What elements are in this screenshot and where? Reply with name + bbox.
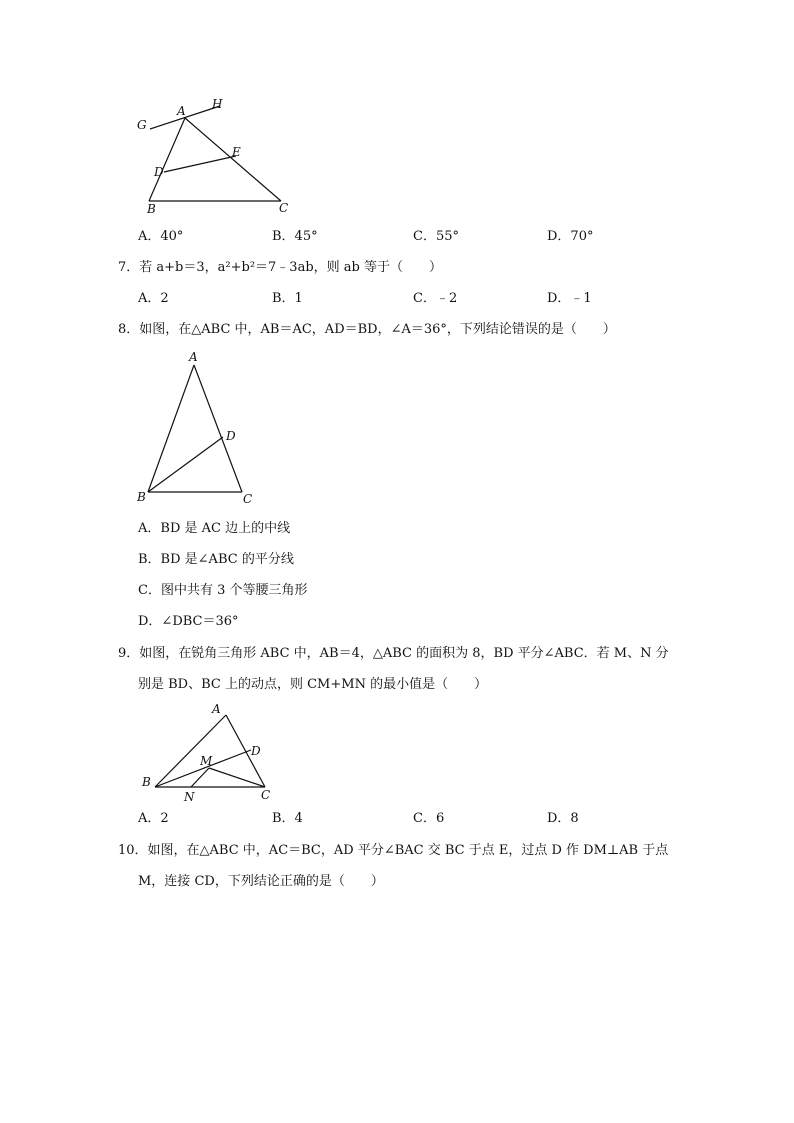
label-e: E [232, 145, 241, 159]
label-b: B [142, 775, 151, 789]
q8-option-a: A．BD 是 AC 边上的中线 [138, 521, 291, 536]
figure-q9 [135, 700, 280, 805]
label-g: G [137, 118, 147, 132]
q6-option-c: C．55° [413, 229, 459, 244]
segment-ab [148, 365, 194, 492]
q7-option-b: B．1 [272, 291, 303, 306]
label-m: M [200, 754, 213, 768]
q8-option-b: B．BD 是∠ABC 的平分线 [138, 552, 294, 567]
q7-option-c: C．﹣2 [413, 291, 458, 306]
q10-stem-line2: M，连接 CD，下列结论正确的是（ ） [138, 874, 384, 889]
segment-bd [148, 437, 223, 492]
figure-q8 [130, 345, 265, 510]
segment-mn [191, 768, 209, 787]
label-c: C [243, 492, 253, 506]
label-b: B [137, 490, 146, 504]
q9-stem-line2: 别是 BD、BC 上的动点，则 CM+MN 的最小值是（ ） [138, 677, 488, 692]
label-a: A [212, 702, 221, 716]
q9-option-b: B．4 [272, 811, 303, 826]
q9-option-c: C．6 [413, 811, 445, 826]
q7-option-d: D．﹣1 [547, 291, 592, 306]
figure-q6 [130, 95, 300, 220]
segment-de [164, 156, 236, 172]
q9-option-a: A．2 [138, 811, 169, 826]
label-d: D [226, 429, 236, 443]
q7-option-a: A．2 [138, 291, 169, 306]
q9-stem-line1: 9．如图，在锐角三角形 ABC 中，AB＝4，△ABC 的面积为 8，BD 平分∠ABC．若 M、N 分 [118, 646, 669, 661]
q6-option-b: B．45° [272, 229, 318, 244]
q6-option-d: D．70° [547, 229, 594, 244]
q9-option-d: D．8 [547, 811, 579, 826]
label-n: N [184, 790, 195, 804]
q8-option-c: C．图中共有 3 个等腰三角形 [138, 583, 308, 598]
segment-ab [155, 715, 226, 787]
label-d: D [251, 744, 261, 758]
label-a: A [189, 350, 198, 364]
label-c: C [279, 201, 289, 215]
label-h: H [212, 97, 223, 111]
q6-option-a: A．40° [138, 229, 184, 244]
segment-ab [149, 118, 185, 201]
q8-option-d: D．∠DBC＝36° [138, 614, 239, 629]
q7-stem: 7．若 a+b＝3，a²+b²＝7﹣3ab，则 ab 等于（ ） [118, 260, 442, 275]
segment-ac [185, 118, 281, 201]
label-a: A [177, 104, 186, 118]
q10-stem-line1: 10．如图，在△ABC 中，AC＝BC，AD 平分∠BAC 交 BC 于点 E，过点 D 作 DM⊥AB 于点 [118, 843, 669, 858]
q8-stem: 8．如图，在△ABC 中，AB＝AC，AD＝BD，∠A＝36°，下列结论错误的是（ ） [118, 322, 616, 337]
label-b: B [147, 202, 156, 216]
label-d: D [154, 165, 164, 179]
label-c: C [261, 788, 271, 802]
